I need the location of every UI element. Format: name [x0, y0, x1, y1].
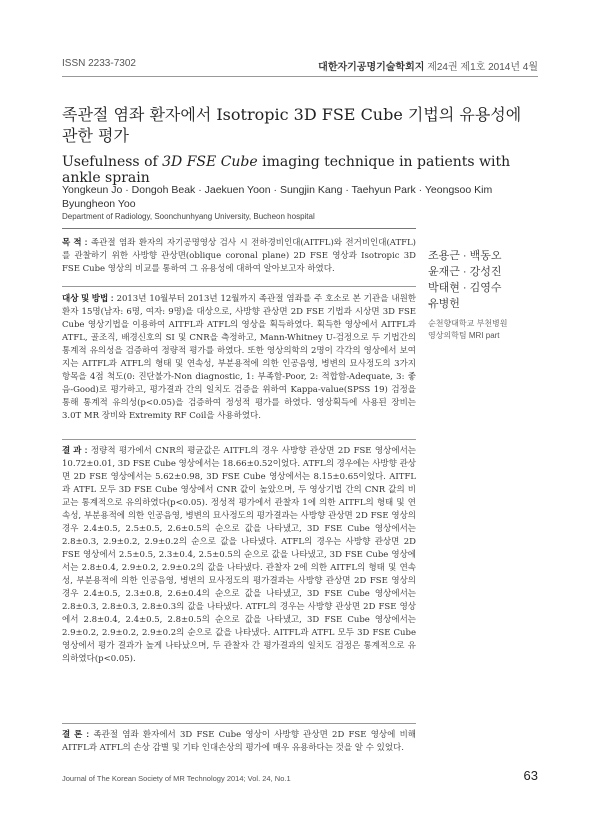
- title-en-italic: 3D FSE Cube: [162, 154, 258, 170]
- abstract-purpose: [62, 236, 416, 276]
- methods-text: 2013년 10월부터 2013년 12월까지 족관절 염좌를 주 호소로 본 기관을 내원한 환자 15명(남자: 6명, 여자: 9명)을 대상으로, 사방향 관상면 2D FSE 기법과 시상면 3D FSE Cube 영상기법을 이용하여 AITFL과 ATFL의 영상을 획득하였다. 획득한 영상에서 AITFL과 ATFL, 골조직, 배경신호의 SI 및 CNR을 측정하고, Mann-Whitney U-검정으로 두 기법간의 통계적 유의성을 검증하여 정량적 평가를 하였다. 또한 영상의학의 2명이 각각의 영상에서 보여지는 AITFL과 ATFL의 형태 및 연속성, 부분용적에 의한 인공음영, 병변의 묘사정도의 3가지 항목을 4점 척도(0: 진단불가-Non diagnostic, 1: 부족함-Poor, 2: 적합함-Adequate, 3: 좋음-Good)로 평가하고, 평가결과 간의 일치도 검증을 위하여 Kappa-value(SPSS 19) 검정을 통해 통계적 유의성(p<0.05)을 검증하여 정성적 평가를 하였다. 영상획득에 사용된 장비는 3.0T MR 장비와 Extremity RF Coil을 사용하였다.: [62, 294, 416, 421]
- sidebar-name: 윤재근 · 강성진: [428, 266, 502, 278]
- methods-label: 대상 및 방법 :: [62, 293, 114, 303]
- issn: ISSN 2233-7302: [62, 58, 136, 69]
- sidebar-affiliation-line: 영상의학팀 MRI part: [428, 331, 500, 340]
- conclusion-text: 족관절 염좌 환자에서 3D FSE Cube 영상이 사방향 관상면 2D FSE 영상에 비해 AITFL과 ATFL의 손상 감별 및 기타 인대손상의 평가에 매우 유용하다는 것을 알 수 있었다.: [62, 730, 417, 753]
- abstract-methods: [62, 292, 416, 423]
- title-en-suffix: imaging technique in patients with ankle sprain: [62, 154, 511, 186]
- abstract-results: [62, 444, 416, 666]
- title-korean: 족관절 염좌 환자에서 Isotropic 3D FSE Cube 기법의 유용성에 관한 평가: [62, 105, 522, 145]
- purpose-text: 족관절 염좌 환자의 자기공명영상 검사 시 전하경비인대(AITFL)와 전거비인대(ATFL)를 관찰하기 위한 사방향 관상면(oblique coronal plane) 2D FSE 영상과 Isotropic 3D FSE Cube 영상의 비교를 통하여 그 유용성에 대하여 알아보고자 하였다.: [62, 238, 416, 274]
- section-divider: [62, 439, 416, 440]
- results-label: 결 과 :: [62, 445, 88, 455]
- purpose-label: 목 적 :: [62, 237, 88, 247]
- footer-journal: Journal of The Korean Society of MR Technology 2014; Vol. 24, No.1: [62, 774, 291, 783]
- journal-info: [318, 58, 538, 73]
- abstract-conclusion: [62, 728, 416, 755]
- author-list: Yongkeun Jo · Dongoh Beak · Jaekuen Yoon · Sungjin Kang · Taehyun Park · Yeongsoo Kim Byungheon Yoo: [62, 184, 493, 210]
- sidebar-affiliation-line: 순천향대학교 부천병원: [428, 319, 508, 328]
- results-text: 정량적 평가에서 CNR의 평균값은 AITFL의 경우 사방향 관상면 2D FSE 영상에서는 10.72±0.01, 3D FSE Cube 영상에서는 18.66±0.52이었다. ATFL의 경우에는 사방향 관상면 2D FSE 영상에서는 5.62±0.98, 3D FSE Cube 영상에서는 8.15±0.65이었다. AITFL과 ATFL 모두 3D FSE Cube 영상에서 CNR 값이 높았으며, 두 영상기법 간의 CNR 값의 비교는 통계적으로 유의하였다(p<0.05). 정성적 평가에서 관찰자 1에 의한 AITFL의 형태 및 연속성, 부분용적에 의한 인공음영, 병변의 묘사정도의 평가결과는 사방향 관상면 2D FSE 영상의 경우 2.4±0.5, 2.5±0.5, 2.6±0.5의 순으로 값을 나타냈고, 3D FSE Cube 영상에서는 2.8±0.3, 2.9±0.2, 2.9±0.2의 순으로 값을 나타냈다. ATFL의 경우는 사방향 관상면 2D FSE 영상에서 2.5±0.5, 2.3±0.4, 2.5±0.5의 순으로 값을 나타냈고, 3D FSE Cube 영상에서는 2.8±0.4, 2.9±0.2, 2.9±0.2의 값을 나타냈다. 관찰자 2에 의한 AITFL의 형태 및 연속성, 부분용적에 의한 인공음영, 병변의 묘사정도의 평가결과는 사방향 관상면 2D FSE 영상의 경우 2.4±0.5, 2.3±0.8, 2.6±0.4의 순으로 값을 나타냈고, 3D FSE Cube 영상에서는 2.8±0.3, 2.8±0.3, 2.8±0.3의 값을 나타냈다. ATFL의 경우는 사방향 관상면 2D FSE 영상에서 2.8±0.4, 2.4±0.5, 2.8±0.5의 순으로 값을 나타냈고, 3D FSE Cube 영상에서는 2.9±0.2, 2.9±0.2, 2.9±0.2의 순으로 값을 나타냈다. AITFL과 ATFL 모두 3D FSE Cube 영상에서 평가 결과가 높게 나타났으며, 두 관찰자 간 평가결과의 일치도 검정은 통계적으로 유의하였다(p<0.05).: [62, 446, 416, 664]
- author-affiliation: Department of Radiology, Soonchunhyang University, Bucheon hospital: [62, 212, 315, 221]
- section-divider: [62, 723, 416, 724]
- journal-name: 대한자기공명기술학회지: [318, 62, 425, 73]
- sidebar-name: 조용근 · 백동오: [428, 250, 502, 262]
- sidebar-name: 유병헌: [428, 298, 460, 310]
- page-number: 63: [523, 768, 538, 783]
- running-header: [62, 50, 538, 77]
- title-en-prefix: Usefulness of: [62, 154, 163, 170]
- title-english: [62, 154, 538, 186]
- volume-issue: 제24권 제1호 2014년 4월: [427, 62, 538, 73]
- sidebar-affiliation: [428, 318, 508, 342]
- conclusion-label: 결 론 :: [62, 729, 90, 739]
- sidebar-authors: [428, 248, 508, 342]
- section-divider: [62, 286, 416, 287]
- sidebar-name: 박태현 · 김영수: [428, 282, 502, 294]
